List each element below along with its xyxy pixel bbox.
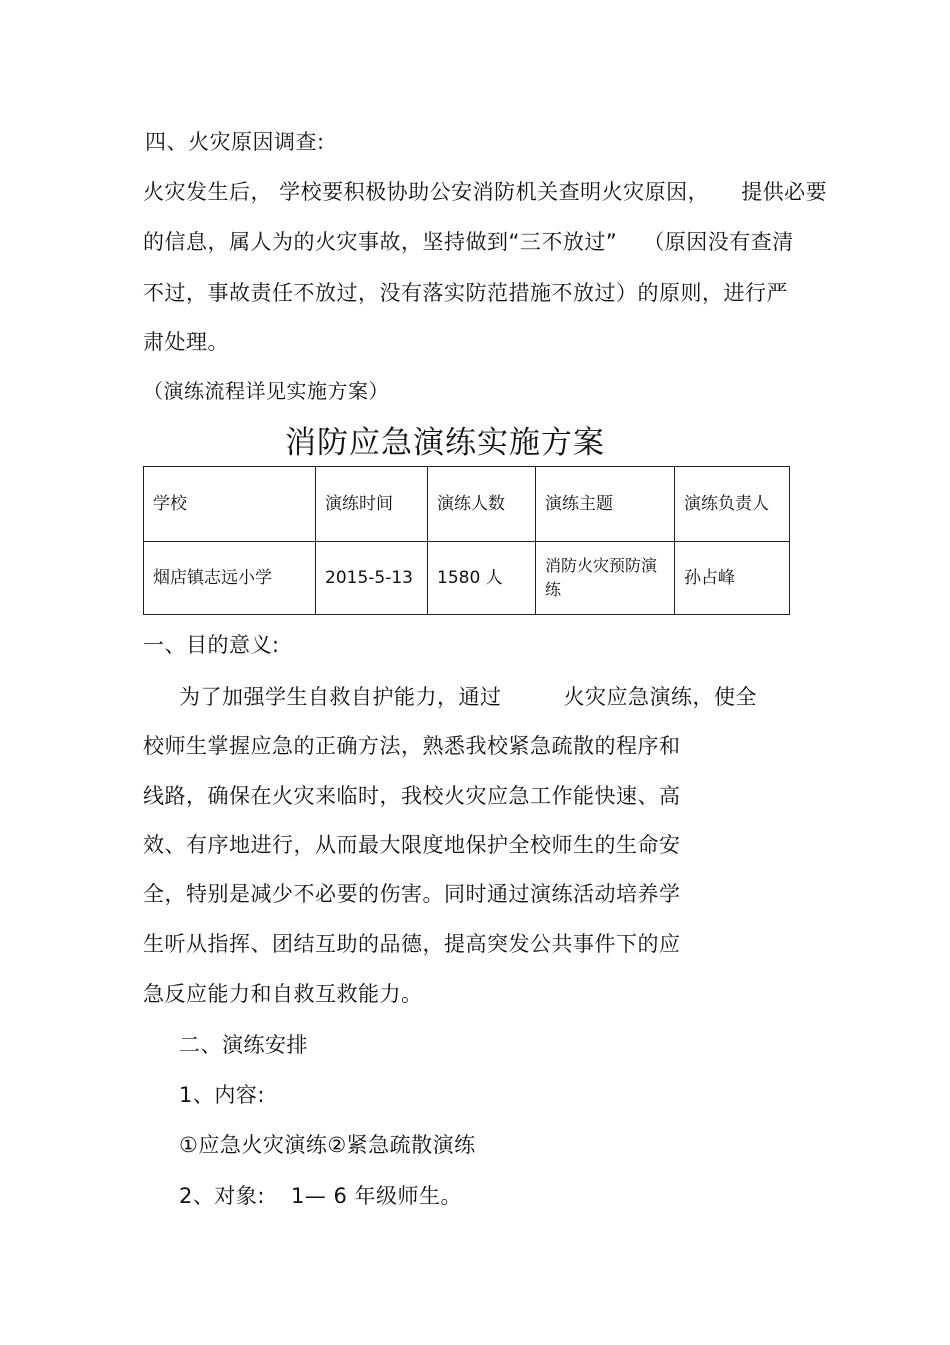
section1-heading: 一、目的意义: xyxy=(143,633,280,657)
section1-paragraph-line: 生听从指挥、团结互助的品德，提高突发公共事件下的应 xyxy=(143,932,681,956)
section4-heading: 四、火灾原因调查: xyxy=(145,130,325,154)
table-cell-leader: 孙占峰 xyxy=(675,542,790,615)
table-header-cell: 学校 xyxy=(144,467,316,542)
section1-paragraph-line: 为了加强学生自救自护能力，通过 火灾应急演练，使全 xyxy=(179,685,757,709)
section1-paragraph-line: 急反应能力和自救互救能力。 xyxy=(143,982,423,1006)
section1-paragraph-line: 校师生掌握应急的正确方法，熟悉我校紧急疏散的程序和 xyxy=(143,734,681,758)
section4-paragraph-line: 的信息，属人为的火灾事故，坚持做到“三不放过” （原因没有查清 xyxy=(143,230,794,254)
plan-title: 消防应急演练实施方案 xyxy=(285,425,605,461)
table-header-cell: 演练主题 xyxy=(536,467,675,542)
table-header-cell: 演练时间 xyxy=(316,467,428,542)
table-cell-date: 2015-5-13 xyxy=(316,542,428,615)
section2-heading: 二、演练安排 xyxy=(179,1033,308,1057)
section1-paragraph-line: 全，特别是减少不必要的伤害。同时通过演练活动培养学 xyxy=(143,882,681,906)
table-cell-theme: 消防火灾预防演练 xyxy=(536,542,675,615)
table-header-row xyxy=(144,467,790,542)
section2-item2-label: 2、对象: xyxy=(179,1184,265,1208)
section1-paragraph-line: 效、有序地进行，从而最大限度地保护全校师生的生命安 xyxy=(143,833,681,857)
table-cell-count: 1580 人 xyxy=(428,542,536,615)
section2-item2 xyxy=(179,1182,462,1210)
section4-note: （演练流程详见实施方案） xyxy=(143,379,389,403)
section4-paragraph-line: 火灾发生后， 学校要积极协助公安消防机关查明火灾原因， 提供必要 xyxy=(143,180,828,204)
section4-paragraph-line: 肃处理。 xyxy=(143,330,229,354)
section2-item2-value: 1— 6 年级师生。 xyxy=(290,1184,463,1208)
section4-paragraph-line: 不过，事故责任不放过，没有落实防范措施不放过）的原则，进行严 xyxy=(143,281,788,305)
table-header-cell: 演练负责人 xyxy=(675,467,790,542)
plan-table xyxy=(143,466,790,615)
table-cell-school: 烟店镇志远小学 xyxy=(144,542,316,615)
table-header-cell: 演练人数 xyxy=(428,467,536,542)
table-row xyxy=(144,542,790,615)
section2-item1-value: ①应急火灾演练②紧急疏散演练 xyxy=(179,1133,476,1157)
section2-item1-label: 1、内容: xyxy=(179,1083,265,1107)
section1-paragraph-line: 线路，确保在火灾来临时，我校火灾应急工作能快速、高 xyxy=(143,784,681,808)
